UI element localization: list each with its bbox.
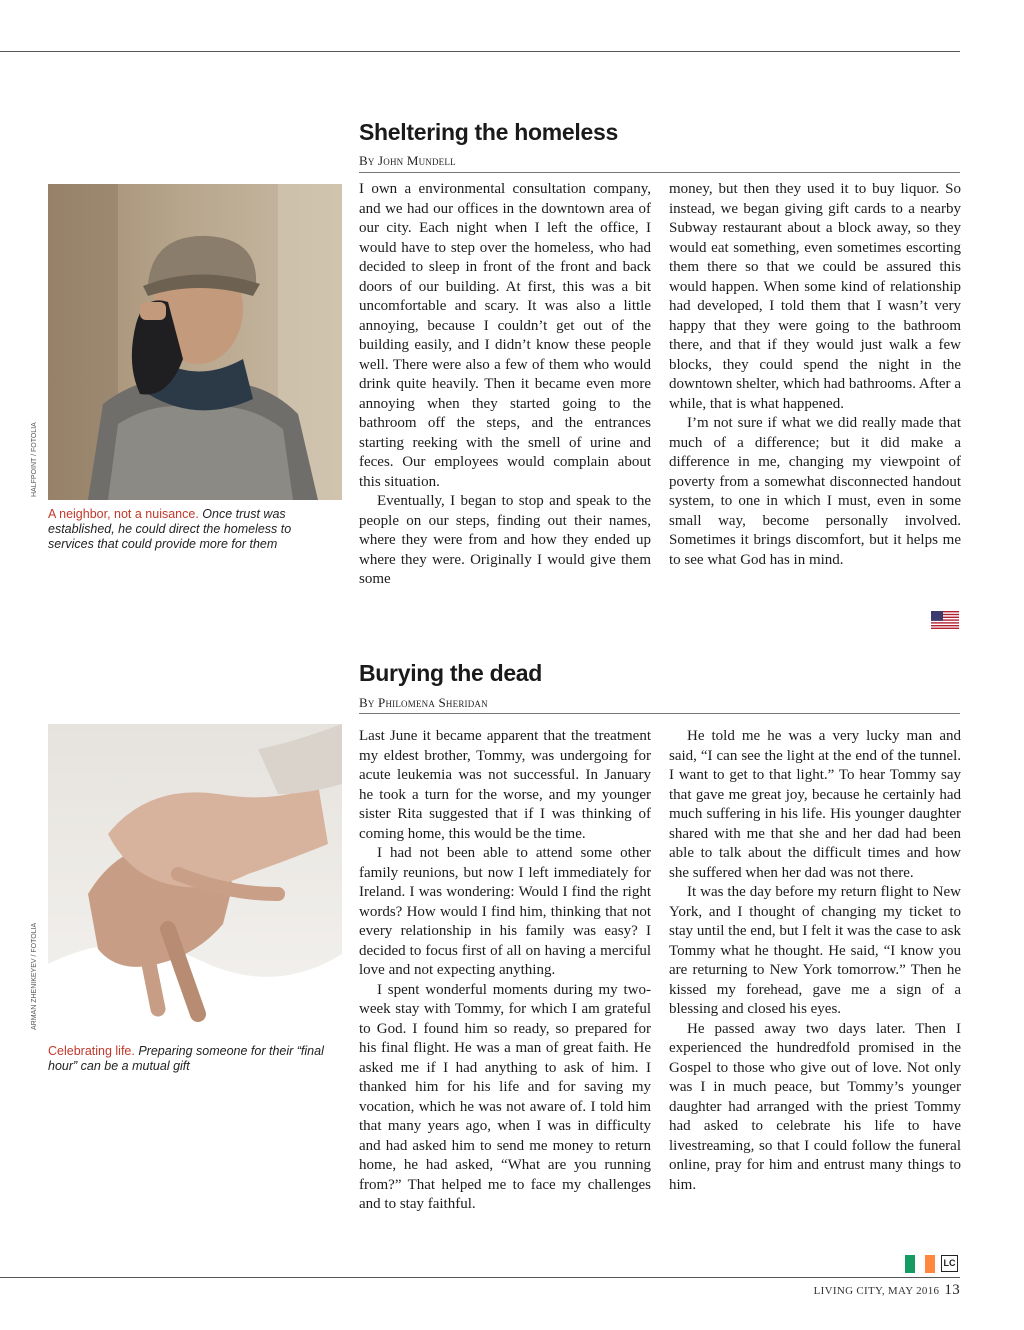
paragraph: I own a environmental consultation company, and we had our offices in the downtown area of our city. Each night when I left the office, I would have to step over the homeless, who had decided to sleep in front of the front and back doors of our building. At first, this was a bit uncomfortable and scary. It was also a little annoying, because I couldn’t get out of the building easily, and I didn’t know these people well. There were also a few of them who would drink quite heavily. Then it became even more annoying when they started going to the bathroom off the steps, and the entrances starting reeking with the smell of urine and feces. Our employees would complain about this situation.	[359, 181, 651, 490]
paragraph: Eventually, I began to stop and speak to the people on our steps, finding out their names, where they were from and how they ended up where they were. Originally I would give them some	[359, 493, 651, 587]
article-byline: By John Mundell	[359, 153, 456, 168]
caption-body: Preparing someone for their “final hour” can be a mutual gift	[48, 1044, 324, 1073]
paragraph: He told me he was a very lucky man and said, “I can see the light at the end of the tunnel. I want to get to that light.” To hear Tommy say that gave me great joy, because he certainly had much suffering in his life. His younger daughter shared with me that she and her dad had been able to talk about the difficult times and how she suffered when her dad was not there.	[669, 728, 961, 881]
caption-lead: Celebrating life.	[48, 1044, 135, 1058]
byline-rule	[359, 713, 960, 714]
paragraph: Last June it became apparent that the treatment my eldest brother, Tommy, was undergoing for acute leukemia was not successful. In January he took a turn for the worse, and my younger sister Rita suggested that if I was thinking of coming home, this would be the time.	[359, 728, 651, 842]
photo-caption	[48, 1044, 340, 1074]
article-column-1	[359, 727, 651, 1215]
byline-rule	[359, 172, 960, 173]
article-title: Burying the dead	[359, 660, 543, 686]
photo-caption	[48, 507, 340, 552]
publication-name: LIVING CITY, MAY 2016	[813, 1285, 940, 1297]
article-column-2	[669, 180, 961, 570]
article-column-2	[669, 727, 961, 1195]
paragraph: I had not been able to attend some other family reunions, but now I left immediately for Ireland. I was wondering: Would I find the right words? How would I find him, thinking that not every relationship in his family was easy? I decided to focus first of all on having a merciful love and not expecting anything.	[359, 845, 651, 978]
ireland-flag-icon	[905, 1255, 935, 1273]
article-title: Sheltering the homeless	[359, 119, 618, 145]
photo-holding-hands	[48, 724, 342, 1034]
living-city-logo-icon: LC	[941, 1255, 958, 1272]
paragraph: money, but then they used it to buy liquor. So instead, we began giving gift cards to a nearby Subway restaurant about a block away, so they would eat something, even sometimes escorting them there so that we could be assured this would happen. When some kind of relationship had developed, I told them that I wasn’t very happy that they were going to the bathroom there, and that if they would just walk a few blocks, they could spend the night in the downtown shelter, which had bathrooms. After a while, that is what happened.	[669, 181, 961, 412]
caption-lead: A neighbor, not a nuisance.	[48, 507, 199, 521]
page-number: 13	[944, 1282, 960, 1298]
article-column-1	[359, 180, 651, 590]
paragraph: It was the day before my return flight to New York, and I thought of changing my ticket to stay until the end, but I felt it was the case to ask Tommy what he thought. He said, “I know you are returning to New York tomorrow.” Then he kissed my forehead, gave me a sign of a blessing and closed his eyes.	[669, 884, 962, 1017]
paragraph: He passed away two days later. Then I experienced the hundredfold promised in the Gospel to those who give out of love. Not only was I in much peace, but Tommy’s younger daughter had arranged with the priest Tommy had asked to celebrate his life to have livestreaming, so that I could follow the funeral online, pray for him and entrust many things to him.	[669, 1020, 961, 1193]
bottom-rule	[0, 1277, 960, 1278]
photo-homeless-man	[48, 184, 342, 500]
photo-credit: ARMAN ZHENIKEYEV / FOTOLIA	[31, 922, 38, 1030]
us-flag-icon	[931, 611, 959, 629]
paragraph: I spent wonderful moments during my two-week stay with Tommy, for which I am grateful to God. I found him so ready, so prepared for his final flight. He was a man of great faith. He asked me if I had anything to ask of him. I thanked him for his life and for saving my vocation, which he was not aware of. I told him that many years ago, when I was in difficulty and had asked him to send me money to return home, he had asked, “What are you running from?” That helped me to face my challenges and to stay faithful.	[359, 981, 651, 1212]
paragraph: I’m not sure if what we did really made that much of a difference; but it did make a difference in me, changing my viewpoint of poverty from a somewhat disconnected handout system, to one in which I must, even in some small way, become personally involved. Sometimes it brings discomfort, but it helps me to see what God has in mind.	[669, 415, 961, 568]
top-rule	[0, 51, 960, 52]
photo-credit: HALFPOINT / FOTOLIA	[31, 422, 38, 497]
caption-body: Once trust was established, he could direct the homeless to services that could provide more for them	[48, 507, 292, 551]
article-byline: By Philomena Sheridan	[359, 695, 488, 710]
page-footer	[814, 1282, 960, 1299]
